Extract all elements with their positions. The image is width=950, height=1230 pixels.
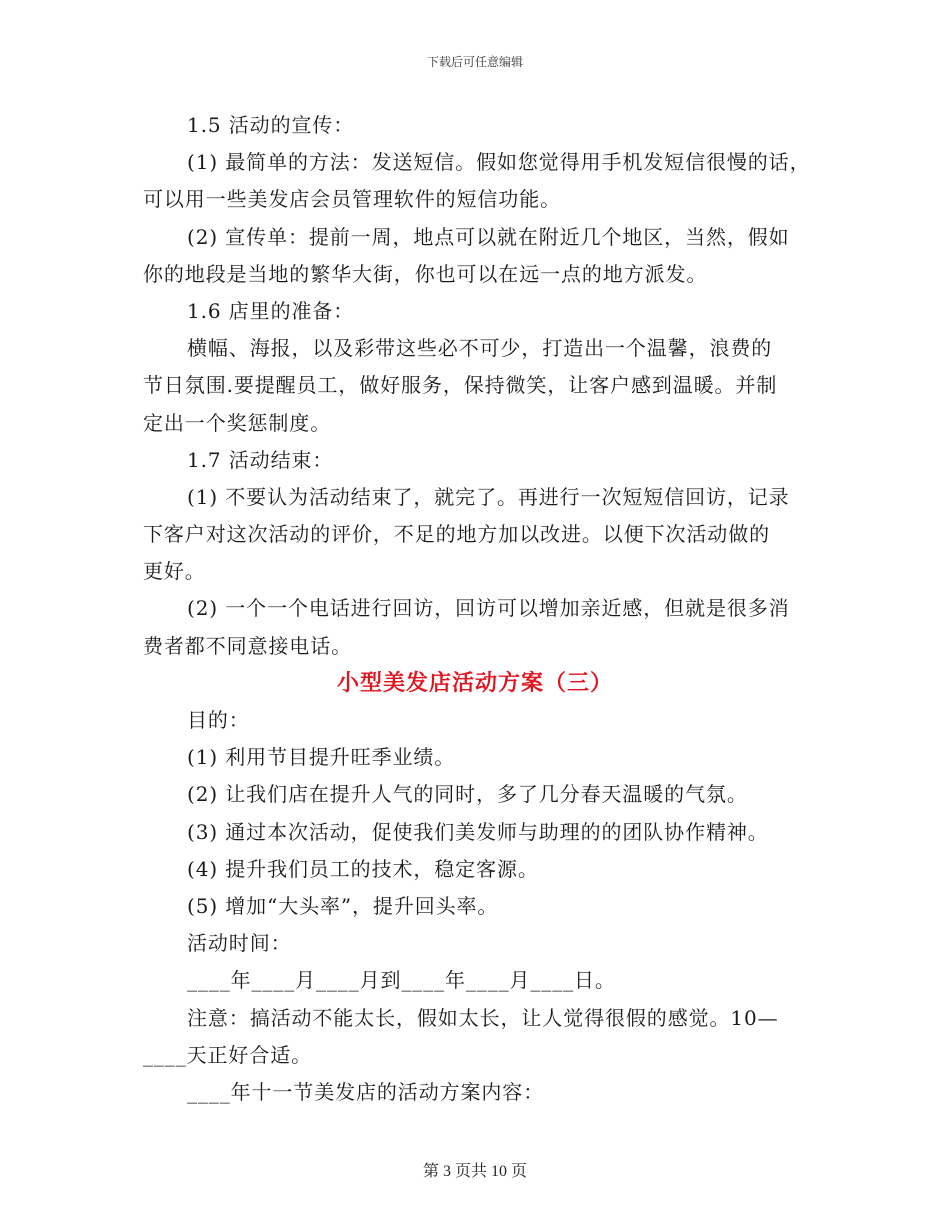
list-item: (3) 通过本次活动，促使我们美发师与助理的的团队协作精神。: [187, 819, 769, 844]
paragraph-line: (1) 不要认为活动结束了，就完了。再进行一次短短信回访，记录: [187, 484, 790, 509]
paragraph-line: (2) 宣传单：提前一周，地点可以就在附近几个地区，当然，假如: [187, 224, 790, 249]
paragraph-line: ____天正好合适。: [143, 1042, 312, 1067]
list-item: (4) 提升我们员工的技术，稳定客源。: [187, 856, 539, 881]
list-item: (5) 增加“大头率”，提升回头率。: [187, 893, 499, 918]
list-item: (1) 利用节目提升旺季业绩。: [187, 745, 456, 770]
paragraph-line: 节日氛围.要提醒员工，做好服务，保持微笑，让客户感到温暖。并制: [143, 373, 778, 398]
document-body: [143, 107, 811, 1111]
paragraph-line: 费者都不同意接电话。: [143, 633, 352, 658]
paragraph-line: ____年____月____月到____年____月____日。: [187, 968, 616, 993]
paragraph-line: 注意：搞活动不能太长，假如太长，让人觉得很假的感觉。10—: [187, 1005, 779, 1030]
paragraph-line: 下客户对这次活动的评价，不足的地方加以改进。以便下次活动做的: [143, 522, 770, 547]
page-header: 下载后可任意编辑: [426, 55, 523, 69]
paragraph-line: 可以用一些美发店会员管理软件的短信功能。: [143, 187, 561, 212]
section-heading: 1.7 活动结束：: [187, 447, 334, 472]
section-heading: 1.5 活动的宣传：: [187, 113, 355, 137]
section-title: 小型美发店活动方案（三）: [336, 669, 613, 696]
section-heading: 1.6 店里的准备：: [187, 298, 355, 323]
paragraph-line: ____年十一节美发店的活动方案内容：: [187, 1079, 545, 1104]
page-footer: 第 3 页共 10 页: [422, 1163, 527, 1180]
paragraph-line: 目的：: [187, 708, 250, 732]
paragraph-line: (1) 最简单的方法：发送短信。假如您觉得用手机发短信很慢的话，: [187, 150, 811, 175]
list-item: (2) 让我们店在提升人气的同时，多了几分春天温暖的气氛。: [187, 782, 748, 807]
paragraph-line: 横幅、海报，以及彩带这些必不可少，打造出一个温馨，浪费的: [187, 336, 773, 361]
paragraph-line: 更好。: [143, 559, 206, 584]
paragraph-line: 你的地段是当地的繁华大街，你也可以在远一点的地方派发。: [143, 261, 708, 286]
paragraph-line: 定出一个奖惩制度。: [143, 410, 332, 435]
paragraph-line: 活动时间：: [187, 931, 292, 956]
paragraph-line: (2) 一个一个电话进行回访，回访可以增加亲近感，但就是很多消: [187, 596, 790, 621]
